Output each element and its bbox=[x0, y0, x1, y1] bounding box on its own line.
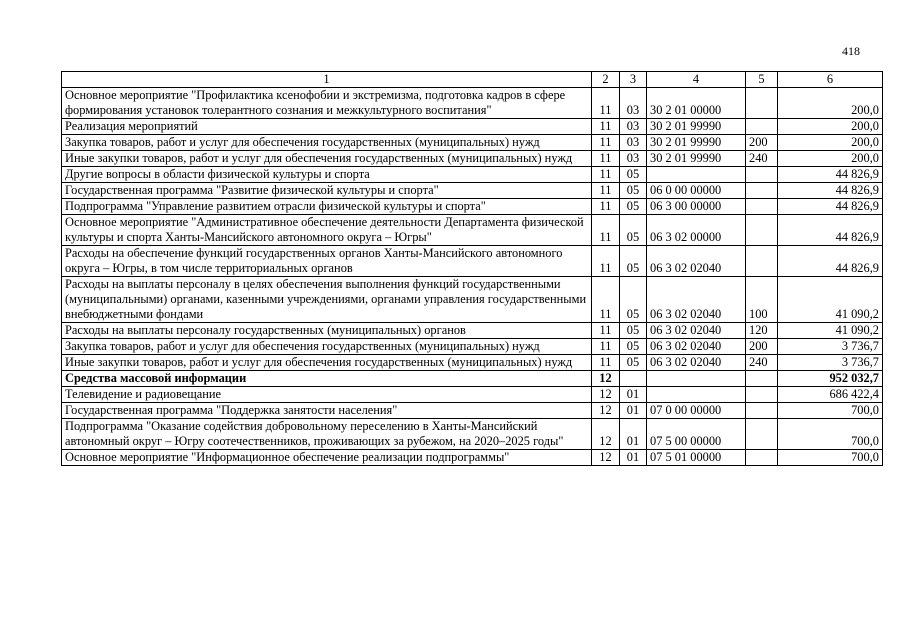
expense-type-cell: 240 bbox=[746, 355, 778, 371]
amount-cell: 700,0 bbox=[778, 403, 883, 419]
item-name-cell: Закупка товаров, работ и услуг для обеспечения государственных (муниципальных) нужд bbox=[62, 135, 592, 151]
amount-cell: 3 736,7 bbox=[778, 339, 883, 355]
item-name-cell: Основное мероприятие "Административное обеспечение деятельности Департамента физической культуры и спорта Ханты-Мансийского автономного округа – Югры" bbox=[62, 215, 592, 246]
column-header: 3 bbox=[620, 72, 647, 88]
section-cell: 11 bbox=[592, 246, 620, 277]
target-article-cell: 06 3 02 00000 bbox=[647, 215, 746, 246]
section-cell: 11 bbox=[592, 339, 620, 355]
expense-type-cell bbox=[746, 246, 778, 277]
subsection-cell: 05 bbox=[620, 277, 647, 323]
subsection-cell: 03 bbox=[620, 135, 647, 151]
expense-type-cell bbox=[746, 167, 778, 183]
expense-type-cell bbox=[746, 371, 778, 387]
amount-cell: 700,0 bbox=[778, 419, 883, 450]
subsection-cell: 05 bbox=[620, 215, 647, 246]
item-name-cell: Основное мероприятие "Информационное обеспечение реализации подпрограммы" bbox=[62, 450, 592, 466]
amount-cell: 952 032,7 bbox=[778, 371, 883, 387]
column-header: 1 bbox=[62, 72, 592, 88]
item-name-cell: Расходы на обеспечение функций государственных органов Ханты-Мансийского автономного округа – Югры, в том числе территориальных органов bbox=[62, 246, 592, 277]
budget-table bbox=[61, 71, 883, 466]
expense-type-cell bbox=[746, 183, 778, 199]
item-name-cell: Государственная программа "Развитие физической культуры и спорта" bbox=[62, 183, 592, 199]
table-row bbox=[62, 183, 883, 199]
subsection-cell: 03 bbox=[620, 119, 647, 135]
section-cell: 12 bbox=[592, 371, 620, 387]
subsection-cell: 05 bbox=[620, 355, 647, 371]
amount-cell: 700,0 bbox=[778, 450, 883, 466]
table-row bbox=[62, 246, 883, 277]
subsection-cell: 05 bbox=[620, 183, 647, 199]
page-number: 418 bbox=[842, 44, 860, 58]
target-article-cell: 30 2 01 99990 bbox=[647, 151, 746, 167]
section-cell: 11 bbox=[592, 323, 620, 339]
section-cell: 11 bbox=[592, 88, 620, 119]
table-body bbox=[62, 88, 883, 466]
item-name-cell: Подпрограмма "Оказание содействия добровольному переселению в Ханты-Мансийский автономный округ – Югру соотечественников, проживающих за рубежом, на 2020–2025 годы" bbox=[62, 419, 592, 450]
amount-cell: 44 826,9 bbox=[778, 199, 883, 215]
expense-type-cell bbox=[746, 387, 778, 403]
section-cell: 12 bbox=[592, 387, 620, 403]
target-article-cell: 06 3 02 02040 bbox=[647, 339, 746, 355]
expense-type-cell bbox=[746, 119, 778, 135]
expense-type-cell: 200 bbox=[746, 339, 778, 355]
section-cell: 11 bbox=[592, 355, 620, 371]
section-cell: 12 bbox=[592, 450, 620, 466]
table-row bbox=[62, 167, 883, 183]
item-name-cell: Основное мероприятие "Профилактика ксенофобии и экстремизма, подготовка кадров в сфере формирования установок толерантного сознания и межкультурного воспитания" bbox=[62, 88, 592, 119]
table-row bbox=[62, 387, 883, 403]
subsection-cell: 03 bbox=[620, 88, 647, 119]
subsection-cell: 01 bbox=[620, 450, 647, 466]
table-row bbox=[62, 371, 883, 387]
amount-cell: 44 826,9 bbox=[778, 215, 883, 246]
table-row bbox=[62, 323, 883, 339]
subsection-cell: 05 bbox=[620, 339, 647, 355]
amount-cell: 44 826,9 bbox=[778, 246, 883, 277]
table-row bbox=[62, 339, 883, 355]
section-cell: 11 bbox=[592, 135, 620, 151]
subsection-cell: 01 bbox=[620, 403, 647, 419]
section-cell: 12 bbox=[592, 419, 620, 450]
subsection-cell: 03 bbox=[620, 151, 647, 167]
item-name-cell: Средства массовой информации bbox=[62, 371, 592, 387]
subsection-cell: 05 bbox=[620, 246, 647, 277]
target-article-cell: 30 2 01 99990 bbox=[647, 135, 746, 151]
table-row bbox=[62, 215, 883, 246]
target-article-cell: 06 3 00 00000 bbox=[647, 199, 746, 215]
expense-type-cell bbox=[746, 403, 778, 419]
target-article-cell: 30 2 01 99990 bbox=[647, 119, 746, 135]
target-article-cell bbox=[647, 167, 746, 183]
expense-type-cell: 100 bbox=[746, 277, 778, 323]
table-row bbox=[62, 151, 883, 167]
subsection-cell: 05 bbox=[620, 199, 647, 215]
subsection-cell: 01 bbox=[620, 387, 647, 403]
table-row bbox=[62, 450, 883, 466]
item-name-cell: Телевидение и радиовещание bbox=[62, 387, 592, 403]
table-row bbox=[62, 199, 883, 215]
item-name-cell: Закупка товаров, работ и услуг для обеспечения государственных (муниципальных) нужд bbox=[62, 339, 592, 355]
expense-type-cell: 200 bbox=[746, 135, 778, 151]
target-article-cell: 07 5 00 00000 bbox=[647, 419, 746, 450]
column-header: 4 bbox=[647, 72, 746, 88]
table-row bbox=[62, 355, 883, 371]
item-name-cell: Иные закупки товаров, работ и услуг для обеспечения государственных (муниципальных) нужд bbox=[62, 151, 592, 167]
target-article-cell: 06 3 02 02040 bbox=[647, 323, 746, 339]
target-article-cell: 06 0 00 00000 bbox=[647, 183, 746, 199]
target-article-cell bbox=[647, 387, 746, 403]
amount-cell: 41 090,2 bbox=[778, 277, 883, 323]
table-row bbox=[62, 119, 883, 135]
item-name-cell: Реализация мероприятий bbox=[62, 119, 592, 135]
expense-type-cell bbox=[746, 88, 778, 119]
section-cell: 11 bbox=[592, 199, 620, 215]
amount-cell: 200,0 bbox=[778, 151, 883, 167]
section-cell: 11 bbox=[592, 183, 620, 199]
section-cell: 12 bbox=[592, 403, 620, 419]
section-cell: 11 bbox=[592, 215, 620, 246]
expense-type-cell bbox=[746, 215, 778, 246]
target-article-cell: 06 3 02 02040 bbox=[647, 246, 746, 277]
target-article-cell: 07 5 01 00000 bbox=[647, 450, 746, 466]
amount-cell: 44 826,9 bbox=[778, 167, 883, 183]
expense-type-cell bbox=[746, 450, 778, 466]
expense-type-cell: 120 bbox=[746, 323, 778, 339]
item-name-cell: Иные закупки товаров, работ и услуг для обеспечения государственных (муниципальных) нужд bbox=[62, 355, 592, 371]
target-article-cell: 30 2 01 00000 bbox=[647, 88, 746, 119]
subsection-cell bbox=[620, 371, 647, 387]
section-cell: 11 bbox=[592, 167, 620, 183]
target-article-cell: 06 3 02 02040 bbox=[647, 277, 746, 323]
section-cell: 11 bbox=[592, 119, 620, 135]
column-header: 6 bbox=[778, 72, 883, 88]
target-article-cell: 07 0 00 00000 bbox=[647, 403, 746, 419]
amount-cell: 41 090,2 bbox=[778, 323, 883, 339]
table-header-row bbox=[62, 72, 883, 88]
subsection-cell: 05 bbox=[620, 323, 647, 339]
target-article-cell: 06 3 02 02040 bbox=[647, 355, 746, 371]
table-row bbox=[62, 419, 883, 450]
item-name-cell: Государственная программа "Поддержка занятости населения" bbox=[62, 403, 592, 419]
column-header: 5 bbox=[746, 72, 778, 88]
table-row bbox=[62, 135, 883, 151]
expense-type-cell bbox=[746, 419, 778, 450]
amount-cell: 200,0 bbox=[778, 119, 883, 135]
table-row bbox=[62, 403, 883, 419]
item-name-cell: Другие вопросы в области физической культуры и спорта bbox=[62, 167, 592, 183]
item-name-cell: Расходы на выплаты персоналу в целях обеспечения выполнения функций государственными (муниципальными) органами, казенными учреждениями, органами управления государственными внебюджетными фондами bbox=[62, 277, 592, 323]
column-header: 2 bbox=[592, 72, 620, 88]
expense-type-cell: 240 bbox=[746, 151, 778, 167]
amount-cell: 200,0 bbox=[778, 135, 883, 151]
subsection-cell: 01 bbox=[620, 419, 647, 450]
amount-cell: 686 422,4 bbox=[778, 387, 883, 403]
item-name-cell: Расходы на выплаты персоналу государственных (муниципальных) органов bbox=[62, 323, 592, 339]
item-name-cell: Подпрограмма "Управление развитием отрасли физической культуры и спорта" bbox=[62, 199, 592, 215]
amount-cell: 44 826,9 bbox=[778, 183, 883, 199]
target-article-cell bbox=[647, 371, 746, 387]
section-cell: 11 bbox=[592, 151, 620, 167]
amount-cell: 200,0 bbox=[778, 88, 883, 119]
amount-cell: 3 736,7 bbox=[778, 355, 883, 371]
expense-type-cell bbox=[746, 199, 778, 215]
table-row bbox=[62, 277, 883, 323]
table-row bbox=[62, 88, 883, 119]
section-cell: 11 bbox=[592, 277, 620, 323]
subsection-cell: 05 bbox=[620, 167, 647, 183]
